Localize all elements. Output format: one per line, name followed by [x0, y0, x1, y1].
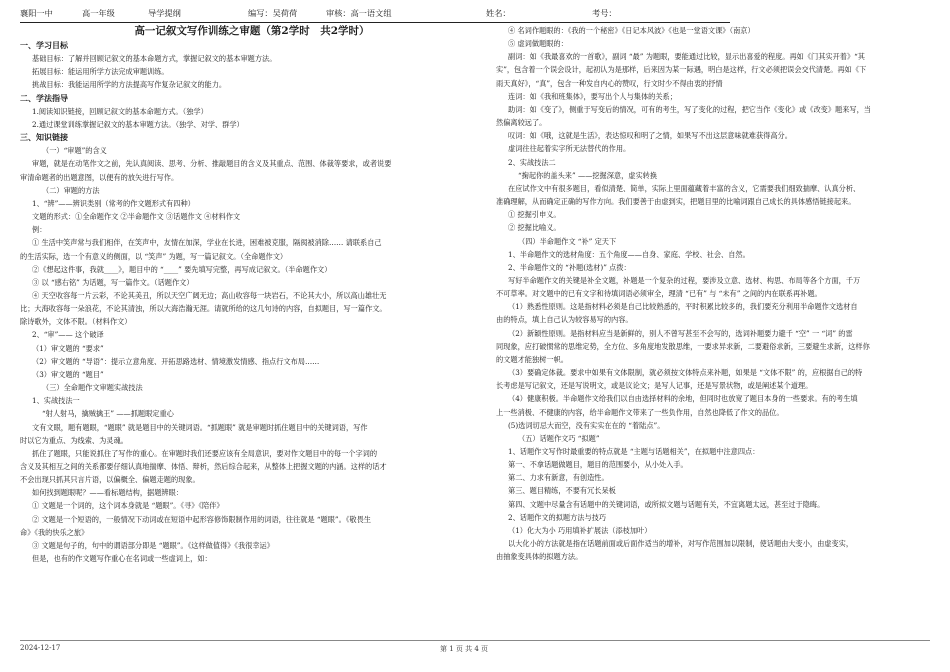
- text-line: 上一些消极、不健康的内容，给半命题作文带来了一些负作用，自然也降低了作文的品位。: [496, 407, 784, 417]
- text-line: 由的特点，填上自己认为较容易写的内容。: [496, 315, 633, 325]
- left-column-body: [20, 39, 484, 565]
- exam-number-label: 考号：: [592, 8, 617, 18]
- right-column: [496, 24, 928, 624]
- text-line: ③ 以 “感右铭” 为话题，写一篇作文。（话题作文）: [32, 277, 194, 287]
- text-line: 的文题才能独树一帜。: [496, 354, 568, 364]
- text-line: ⑤ 虚词做题眼的：: [508, 39, 568, 49]
- section-heading: 二、学法指导: [20, 92, 68, 103]
- text-line: ②《想起这件事，我就____》，题目中的 “____” 要先填写完整，再写成记叙文。（半命题作文）: [32, 264, 332, 274]
- text-line: （二）审题的方法: [42, 185, 100, 195]
- text-line: ① 生活中笑声常与我们相伴，在笑声中，友情在加深，学业在长进，困难被克服，隔阂被消除…… 请联系自己: [32, 238, 382, 248]
- text-line: 挑战目标：我能运用所学的方法提高写作复杂记叙文的能力。: [32, 80, 227, 90]
- text-line: （四）半命题作文 “补” 定天下: [518, 236, 617, 246]
- text-line: 拓展目标：能运用所学方法完成审题训练。: [32, 67, 169, 77]
- text-line: 不可草率。对文题中的已有文字和待填词语必须审全，理清 “已有” 与 “未有” 之间的内在联系再补题。: [496, 289, 822, 299]
- text-line: 由抽象变具体的拟题方法。: [496, 552, 583, 562]
- section-heading: 一、学习目标: [20, 40, 68, 50]
- text-line: “掬起你的盖头来” ——挖掘深意，虚实转换: [518, 170, 658, 180]
- text-line: 第二、力求有新意，有创造性。: [508, 473, 609, 483]
- text-line: 文有文眼，题有题眼，“题眼” 就是题目中的关键词语。“抓题眼” 就是审题时抓住题目中的关键词语，写作: [32, 422, 368, 432]
- text-line: （1）化大为小 巧用填补扩展法（添枝加叶）: [508, 525, 652, 535]
- text-line: 2.通过课堂训练掌握记叙文的基本审题方法。（独学、对学、群学）: [32, 119, 244, 129]
- text-line: （1）熟悉性原则。这是指材料必须是自己比较熟悉的，平时积累比较多的，我们要充分利用半命题作文选材自: [508, 302, 858, 312]
- text-line: 时以它为重点、为线索、为灵魂。: [20, 435, 128, 445]
- text-line: 雨天真好》，“真”，包含一种发自内心的赞叹，行文时少不得由衷的抒情: [496, 78, 723, 88]
- school-name: 襄阳一中: [20, 8, 53, 18]
- text-line: 含义及其相互之间的关系都要仔细认真地揣摩、体悟、辩析，然后综合起来，从整体上把握文题的内涵。这样的话才: [20, 462, 387, 471]
- text-line: 审清命题者的出题意图，以便有的放矢进行写作。: [20, 172, 179, 182]
- text-line: （1）审文题的 “要求”: [32, 343, 104, 353]
- text-line: （三）全命题作文审题实战技法: [42, 383, 143, 393]
- footer-date: 2024-12-17: [20, 644, 61, 652]
- text-line: （4）健康积极。半命题作文给我们以自由选择材料的余地，但同时也放宽了题目本身的一些要求。有的考生填: [508, 394, 858, 404]
- text-line: 虚词往往起着实字所无法替代的作用。: [508, 144, 631, 154]
- text-line: 1、“辨”——辨识类别（常考的作文题形式有四种）: [32, 198, 195, 208]
- text-line: ② 挖掘比喻义。: [508, 223, 561, 233]
- text-line: 叹词：如《哦，这就是生活》，表达惊叹和明了之情，如果写不出这层意味就难获得高分。: [508, 131, 792, 141]
- text-line: ③ 文题是句子的，句中的谓语部分即是 “题眼”。《这样做值得》《我很幸运》: [32, 540, 274, 550]
- left-column: [20, 24, 484, 624]
- text-line: ① 挖掘引申义。: [508, 210, 561, 220]
- text-line: 审题，就是在动笔作文之前，先认真阅读、思考、分析、推敲题目的含义及其重点、范围、体裁等要求，或者说要: [32, 159, 392, 169]
- text-line: 2、话题作文的拟题方法与技巧: [508, 512, 607, 522]
- section-heading: 三、知识链接: [20, 132, 68, 143]
- reviewer-label: 审核：高一语文组: [326, 8, 392, 18]
- text-line: (5)选词切忌大而空，没有实实在在的 “着陆点”。: [508, 420, 665, 430]
- text-line: （五）话题作文巧 “拟题”: [518, 433, 600, 443]
- text-line: 抓住了题眼，只能说抓住了写作的重心。在审题时我们还要应该有全局意识，要对作文题目中的每一个字词的: [32, 448, 378, 458]
- doc-type-label: 导学提纲: [148, 8, 181, 18]
- text-line: 第一、不拿话题做题目，题目的范围要小，从小处入手。: [508, 460, 688, 470]
- text-line: 然偏离较远了。: [496, 118, 547, 128]
- text-line: 但是，也有的作文题写作重心在名词或一些虚词上，如：: [32, 554, 212, 564]
- text-line: 1、话题作文写作时最重要的特点就是 “主题与话题相关”，在拟题中注意四点：: [508, 447, 760, 456]
- text-line: 连词：如《我和班集体》，要写出个人与集体的关系；: [508, 91, 677, 101]
- right-column-body: [496, 24, 928, 563]
- text-line: 1、实战技法一: [32, 396, 80, 406]
- text-line: 第三、题目精练，不要有冗长呆板: [508, 486, 616, 496]
- text-line: 基础目标：了解并回顾记叙文的基本命题方式，掌握记叙文的基本审题方法。: [32, 54, 277, 64]
- text-line: 例：: [32, 225, 47, 235]
- text-line: 1.阅读知识链接，回顾记叙文的基本命题方式。（独学）: [32, 106, 208, 116]
- text-line: 2、实战技法二: [508, 157, 556, 167]
- text-line: ④ 天空收容每一片云彩，不论其美丑，所以天空广阔无边；高山收容每一块岩石，不论其大小，所以高山雄壮无: [32, 290, 387, 300]
- text-line: 2、“审”—— 这个破译: [32, 330, 104, 340]
- name-label: 姓名：: [486, 8, 511, 18]
- text-line: 长考虑是写记叙文，还是写说明文，或是议论文；是写人记事，还是写景状物，或是阐述某个道理。: [496, 381, 813, 391]
- text-line: 的生活实际，选一个有意义的侧面，以 “笑声” 为题，写一篇记叙文。（全命题作文）: [20, 251, 288, 261]
- text-line: 不会出现只抓其只言片语，以偏概全、偏题走题的现象。: [20, 475, 200, 485]
- text-line: “射人射马，擒贼擒王” ——抓题眼定重心: [42, 409, 174, 419]
- text-line: 2、半命题作文的 “补题(选材)” 点拨：: [508, 262, 631, 272]
- text-line: ② 文题是一个短语的，一般情况下动词或在短语中起形容修饰限制作用的词语，往往就是 “题眼”。《敬畏生: [32, 514, 371, 524]
- text-line: （3）审文题的 “题目”: [32, 369, 104, 379]
- footer-page-number: 第 1 页 共 4 页: [440, 645, 489, 653]
- text-line: 第四、文题中尽量含有话题中的关键词语，或所拟文题与话题有关，不宜离题太远，甚至过于隐晦。: [508, 499, 825, 509]
- text-line: 助词：如《变了》，侧重于写变后的情况，可有的考生，写了变化的过程，把它当作《变化》或《改变》题来写，当: [508, 104, 871, 114]
- text-line: 在应试作文中有很多题目，看似清楚、简单，实际上里面蕴藏着丰富的含义，它需要我们细致揣摩、认真分析、: [508, 183, 861, 193]
- document-title: 高一记叙文写作训练之审题（第2学时 共2学时）: [134, 25, 370, 37]
- grade-label: 高一年级: [82, 8, 115, 18]
- text-line: （2）审文题的 “导语”：提示立意角度、开拓思路选材、情境激发情感、指点行文布局……: [32, 356, 320, 366]
- text-line: （2）新颖性原则。是指材料应当是新鲜的，别人不曾写甚至不会写的，选词补题要力避千 “空” 一 “词” 的雷: [508, 328, 853, 338]
- page-footer: [20, 640, 930, 655]
- text-line: 比；大海收容每一朵浪花，不论其清浊，所以大海浩瀚无涯。请就所给的这几句诗的内容，自拟题目，写一篇作文。: [20, 304, 387, 314]
- text-line: 同现象，应打破惯常的思维定势，全方位、多角度地发散思维，一要求异求新，二要避俗求新，三要避生求新，这样你: [496, 341, 870, 351]
- text-line: 如何找到题眼呢？——看标题结构，据题辨眼：: [32, 488, 183, 498]
- page-header: [20, 4, 730, 23]
- text-line: （一）“审题”的含义: [42, 146, 107, 156]
- text-line: 准确理解，从而确定正确的写作方向。我们要善于由虚到实，把题目里的比喻词跟自己成长的具体感悟链接起来。: [496, 197, 856, 207]
- text-line: 命》《我的快乐之旅》: [20, 527, 89, 537]
- text-line: 除诗歌外，文体不限。（材料作文）: [20, 317, 132, 327]
- text-line: 文题的形式：①全命题作文 ②半命题作文 ③话题作文 ④材料作文: [32, 212, 241, 222]
- text-line: （3）要确定体裁。要求中如果有文体限制，就必须按文体特点来补题，如果是 “文体不限” 的，应根据自己的特: [508, 368, 863, 378]
- text-line: 1、半命题作文的选材角度：五个角度——自身、家庭、学校、社会、自然。: [508, 249, 750, 259]
- text-line: 副词：如《我最喜欢的一首歌》，副词 “最” 为题眼，要能通过比较，显示出喜爱的程度。再如《门其实开着》“其: [508, 52, 865, 62]
- text-line: 写好半命题作文的关键是补全文题，补题是一个复杂的过程，要涉及立意、选材、构思、布局等各个方面，千万: [508, 275, 861, 285]
- text-line: ④ 名词作题眼的：《我的一个秘密》《日记本风波》《也是一堂语文课》（南京）: [508, 26, 755, 35]
- author-label: 编写：吴荷荷: [248, 8, 298, 18]
- text-line: ① 文题是一个词的，这个词本身就是 “题眼”。《寻》《陪伴》: [32, 501, 224, 511]
- text-line: 以大化小的方法就是指在话题前面或后面作适当的增补，对写作范围加以限制，使话题由大变小，由虚变实，: [508, 539, 854, 549]
- text-line: 实”，包含着一个误会设计，起初认为是那样，后来因为某一际遇，明白是这样，行文必须把误会交代清楚。再如《下: [496, 65, 867, 75]
